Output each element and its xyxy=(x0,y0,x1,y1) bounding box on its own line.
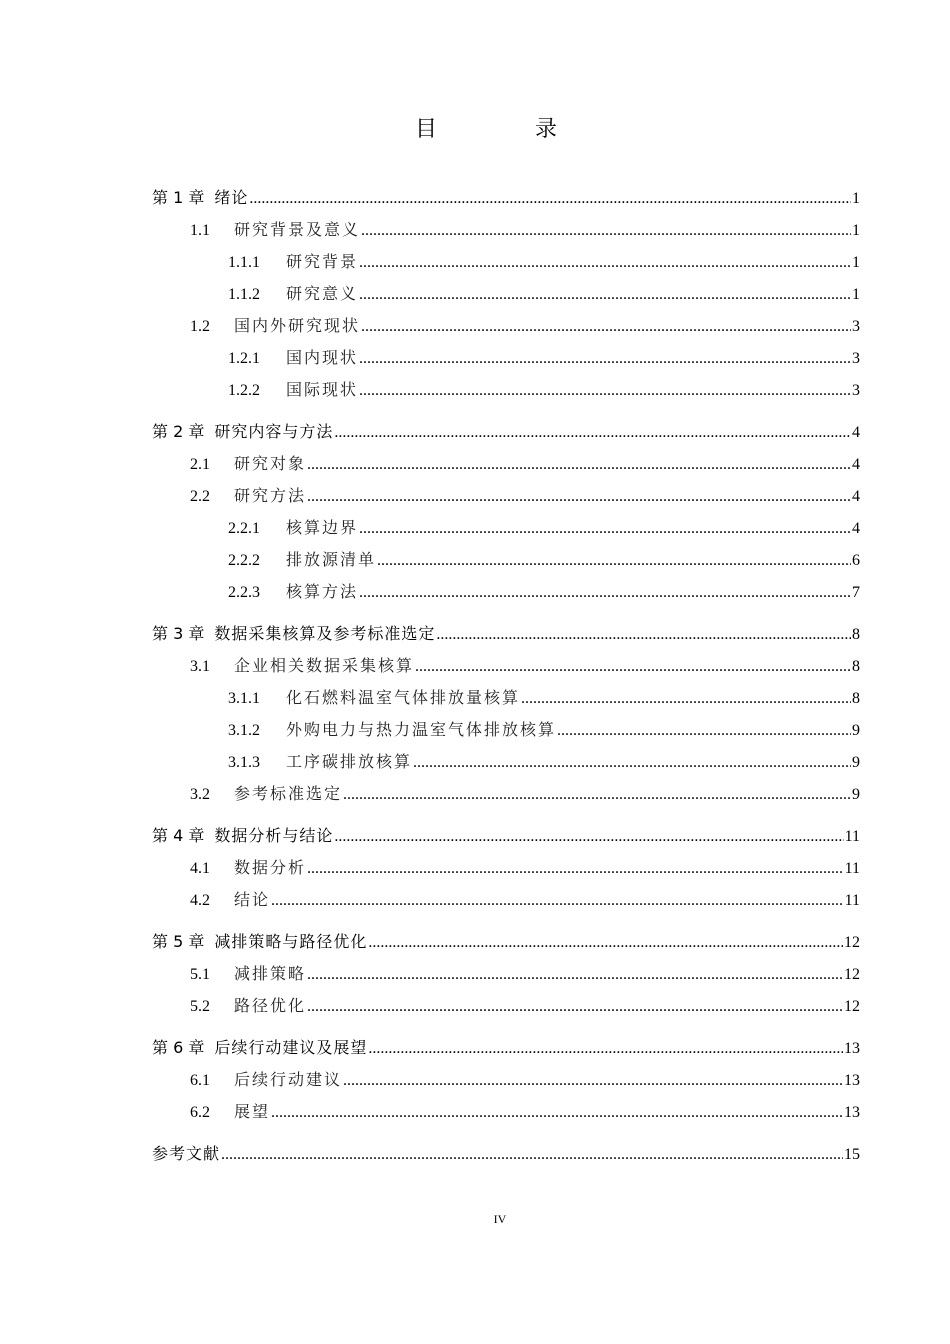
toc-entry-number: 3.1.2 xyxy=(228,722,260,739)
toc-entry-number: 6.1 xyxy=(190,1072,210,1089)
toc-entry-number: 6.2 xyxy=(190,1104,210,1121)
toc-entry-page: 11 xyxy=(844,828,860,845)
toc-entry-number: 第 3 章 xyxy=(152,624,205,643)
toc-entry-page: 15 xyxy=(844,1146,860,1163)
toc-entry-chapter-1[interactable] xyxy=(152,182,860,214)
toc-entry-page: 1 xyxy=(852,286,860,303)
toc-entry-number: 4.1 xyxy=(190,860,210,877)
toc-entry-label: 企业相关数据采集核算 xyxy=(234,656,415,675)
toc-entry-page: 6 xyxy=(852,552,860,569)
toc-entry-number: 2.2.1 xyxy=(228,520,260,537)
dot-leader xyxy=(359,343,851,375)
dot-leader xyxy=(307,449,851,481)
toc-entry-number: 第 5 章 xyxy=(152,932,205,951)
dot-leader xyxy=(334,821,843,853)
toc-entry-number: 1.1.2 xyxy=(228,286,260,303)
toc-entry-label: 研究背景及意义 xyxy=(234,220,361,239)
toc-entry-page: 1 xyxy=(852,222,860,239)
toc-entry-label: 研究对象 xyxy=(234,454,307,473)
toc-entry-page: 9 xyxy=(852,754,860,771)
toc-entry-1-2[interactable] xyxy=(152,310,860,342)
dot-leader xyxy=(361,311,851,343)
toc-entry-page: 9 xyxy=(852,722,860,739)
toc-entry-2-2-3[interactable] xyxy=(152,576,860,608)
toc-entry-number: 1.2.1 xyxy=(228,350,260,367)
toc-entry-chapter-4[interactable] xyxy=(152,820,860,852)
toc-entry-page: 8 xyxy=(852,658,860,675)
toc-entry-page: 13 xyxy=(844,1072,860,1089)
toc-entry-number: 3.1 xyxy=(190,658,210,675)
table-of-contents xyxy=(152,182,860,1170)
toc-entry-number: 2.2.2 xyxy=(228,552,260,569)
toc-entry-3-1[interactable] xyxy=(152,650,860,682)
dot-leader xyxy=(415,651,851,683)
toc-entry-number: 3.1.1 xyxy=(228,690,260,707)
toc-entry-page: 4 xyxy=(852,520,860,537)
toc-entry-1-2-2[interactable] xyxy=(152,374,860,406)
dot-leader xyxy=(359,247,851,279)
footer-page-number: IV xyxy=(493,1212,507,1226)
toc-entry-1-1-1[interactable] xyxy=(152,246,860,278)
toc-entry-6-1[interactable] xyxy=(152,1064,860,1096)
toc-entry-number: 第 2 章 xyxy=(152,422,205,441)
toc-entry-4-1[interactable] xyxy=(152,852,860,884)
toc-entry-number: 第 1 章 xyxy=(152,188,205,207)
dot-leader xyxy=(359,513,851,545)
dot-leader xyxy=(307,481,851,513)
toc-entry-number: 5.2 xyxy=(190,998,210,1015)
dot-leader xyxy=(368,1033,843,1065)
toc-entry-page: 12 xyxy=(844,998,860,1015)
toc-entry-6-2[interactable] xyxy=(152,1096,860,1128)
toc-entry-label: 数据采集核算及参考标准选定 xyxy=(214,624,436,643)
dot-leader xyxy=(249,183,851,215)
toc-entry-page: 12 xyxy=(844,966,860,983)
toc-entry-page: 4 xyxy=(852,456,860,473)
toc-entry-page: 3 xyxy=(852,318,860,335)
toc-entry-label: 减排策略与路径优化 xyxy=(214,932,368,951)
toc-entry-number: 1.2.2 xyxy=(228,382,260,399)
toc-entry-page: 11 xyxy=(844,892,860,909)
dot-leader xyxy=(343,779,851,811)
toc-entry-number: 3.2 xyxy=(190,786,210,803)
toc-entry-references[interactable] xyxy=(152,1138,860,1170)
toc-entry-label: 展望 xyxy=(234,1102,271,1121)
toc-entry-4-2[interactable] xyxy=(152,884,860,916)
toc-entry-3-1-1[interactable] xyxy=(152,682,860,714)
toc-entry-page: 1 xyxy=(852,254,860,271)
toc-entry-label: 国内外研究现状 xyxy=(234,316,361,335)
dot-leader xyxy=(557,715,851,747)
dot-leader xyxy=(271,1097,843,1129)
toc-entry-number: 2.1 xyxy=(190,456,210,473)
toc-entry-page: 8 xyxy=(852,690,860,707)
dot-leader xyxy=(359,375,851,407)
toc-entry-number: 2.2.3 xyxy=(228,584,260,601)
toc-entry-label: 研究方法 xyxy=(234,486,307,505)
toc-entry-label: 研究意义 xyxy=(286,284,359,303)
toc-entry-label: 参考标准选定 xyxy=(234,784,343,803)
dot-leader xyxy=(334,417,851,449)
toc-entry-label: 核算边界 xyxy=(286,518,359,537)
toc-entry-number: 1.2 xyxy=(190,318,210,335)
dot-leader xyxy=(521,683,851,715)
dot-leader xyxy=(361,215,851,247)
toc-entry-chapter-3[interactable] xyxy=(152,618,860,650)
toc-entry-label: 排放源清单 xyxy=(286,550,377,569)
toc-entry-1-1[interactable] xyxy=(152,214,860,246)
dot-leader xyxy=(413,747,851,779)
dot-leader xyxy=(436,619,851,651)
toc-entry-label: 工序碳排放核算 xyxy=(286,752,413,771)
toc-entry-page: 3 xyxy=(852,382,860,399)
toc-entry-label: 后续行动建议 xyxy=(234,1070,343,1089)
toc-entry-page: 8 xyxy=(852,626,860,643)
dot-leader xyxy=(307,959,843,991)
toc-entry-page: 1 xyxy=(852,190,860,207)
toc-entry-3-1-3[interactable] xyxy=(152,746,860,778)
toc-entry-2-2-2[interactable] xyxy=(152,544,860,576)
toc-entry-number: 4.2 xyxy=(190,892,210,909)
dot-leader xyxy=(271,885,844,917)
toc-entry-1-1-2[interactable] xyxy=(152,278,860,310)
toc-entry-label: 外购电力与热力温室气体排放核算 xyxy=(286,720,557,739)
toc-entry-page: 11 xyxy=(844,860,860,877)
dot-leader xyxy=(307,853,844,885)
toc-entry-page: 12 xyxy=(844,934,860,951)
toc-entry-3-1-2[interactable] xyxy=(152,714,860,746)
toc-entry-2-2[interactable] xyxy=(152,480,860,512)
toc-entry-label: 后续行动建议及展望 xyxy=(214,1038,368,1057)
toc-entry-page: 3 xyxy=(852,350,860,367)
toc-entry-number: 3.1.3 xyxy=(228,754,260,771)
toc-entry-chapter-6[interactable] xyxy=(152,1032,860,1064)
toc-entry-page: 7 xyxy=(852,584,860,601)
toc-entry-2-1[interactable] xyxy=(152,448,860,480)
toc-entry-label: 数据分析 xyxy=(234,858,307,877)
dot-leader xyxy=(377,545,851,577)
toc-entry-number: 1.1.1 xyxy=(228,254,260,271)
dot-leader xyxy=(221,1139,843,1171)
toc-entry-label: 参考文献 xyxy=(152,1144,221,1163)
toc-entry-number: 1.1 xyxy=(190,222,210,239)
dot-leader xyxy=(343,1065,843,1097)
toc-entry-label: 数据分析与结论 xyxy=(214,826,334,845)
toc-entry-5-2[interactable] xyxy=(152,990,860,1022)
toc-entry-page: 13 xyxy=(844,1104,860,1121)
toc-entry-label: 国际现状 xyxy=(286,380,359,399)
toc-entry-label: 绪论 xyxy=(214,188,249,207)
toc-entry-chapter-5[interactable] xyxy=(152,926,860,958)
toc-entry-chapter-2[interactable] xyxy=(152,416,860,448)
toc-entry-1-2-1[interactable] xyxy=(152,342,860,374)
toc-entry-label: 研究背景 xyxy=(286,252,359,271)
toc-entry-number: 第 6 章 xyxy=(152,1038,205,1057)
toc-entry-label: 减排策略 xyxy=(234,964,307,983)
toc-entry-label: 化石燃料温室气体排放量核算 xyxy=(286,688,521,707)
toc-entry-number: 第 4 章 xyxy=(152,826,205,845)
toc-entry-label: 结论 xyxy=(234,890,271,909)
dot-leader xyxy=(359,279,851,311)
toc-entry-label: 路径优化 xyxy=(234,996,307,1015)
dot-leader xyxy=(307,991,843,1023)
toc-entry-label: 核算方法 xyxy=(286,582,359,601)
page-title: 目 录 xyxy=(414,117,595,142)
dot-leader xyxy=(368,927,843,959)
toc-entry-page: 4 xyxy=(852,424,860,441)
dot-leader xyxy=(359,577,851,609)
toc-entry-page: 9 xyxy=(852,786,860,803)
toc-entry-number: 2.2 xyxy=(190,488,210,505)
toc-entry-2-2-1[interactable] xyxy=(152,512,860,544)
toc-entry-5-1[interactable] xyxy=(152,958,860,990)
toc-entry-3-2[interactable] xyxy=(152,778,860,810)
toc-entry-label: 国内现状 xyxy=(286,348,359,367)
toc-entry-page: 4 xyxy=(852,488,860,505)
toc-entry-page: 13 xyxy=(844,1040,860,1057)
toc-entry-label: 研究内容与方法 xyxy=(214,422,334,441)
toc-entry-number: 5.1 xyxy=(190,966,210,983)
